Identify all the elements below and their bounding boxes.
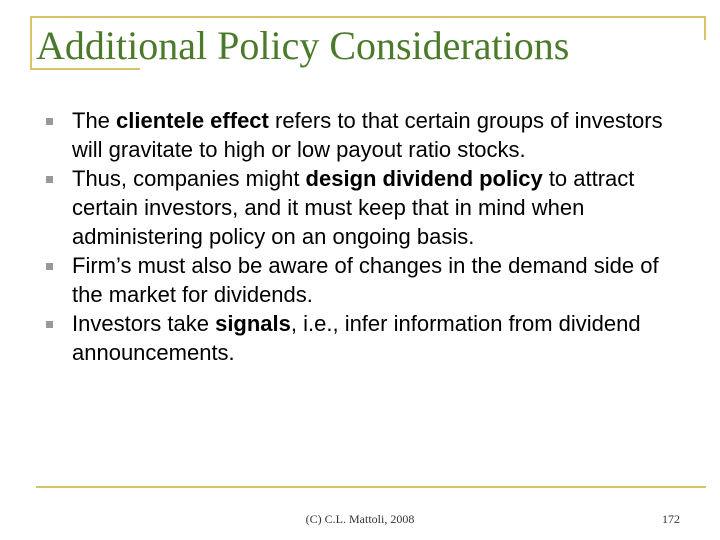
bullet-item	[42, 309, 692, 367]
bullet-text-bold: signals	[215, 311, 291, 336]
bullet-list	[42, 106, 692, 367]
bullet-text-part: to attract certain investors, and it must keep that in mind when administering policy on an ongoing basis.	[72, 166, 635, 249]
page-number: 172	[662, 512, 680, 526]
frame-left-rule	[30, 16, 32, 68]
slide-title: Additional Policy Considerations	[36, 23, 570, 68]
square-bullet-icon	[46, 118, 53, 125]
footer-copyright: (C) C.L. Mattoli, 2008	[305, 512, 415, 526]
bullet-text-part: Firm’s must also be aware of changes in the demand side of the market for dividends.	[72, 253, 659, 307]
square-bullet-icon	[46, 321, 53, 328]
bullet-item	[42, 164, 692, 251]
bullet-text-part: refers to that certain groups of investors will gravitate to high or low payout ratio stocks.	[72, 108, 663, 162]
square-bullet-icon	[46, 263, 53, 270]
frame-right-rule	[704, 16, 706, 40]
bullet-text-bold: design dividend policy	[305, 166, 543, 191]
bullet-text-part: , i.e., infer information from dividend announcements.	[72, 311, 641, 365]
square-bullet-icon	[46, 176, 53, 183]
bullet-text-part: The	[72, 108, 117, 133]
bullet-text-part: Investors take	[72, 311, 216, 336]
bullet-text-part: Thus, companies might	[72, 166, 306, 191]
bullet-item	[42, 251, 692, 309]
bullet-text-bold: clientele effect	[116, 108, 269, 133]
bullet-item	[42, 106, 692, 164]
footer-rule	[36, 486, 706, 488]
frame-top-rule	[30, 16, 706, 18]
